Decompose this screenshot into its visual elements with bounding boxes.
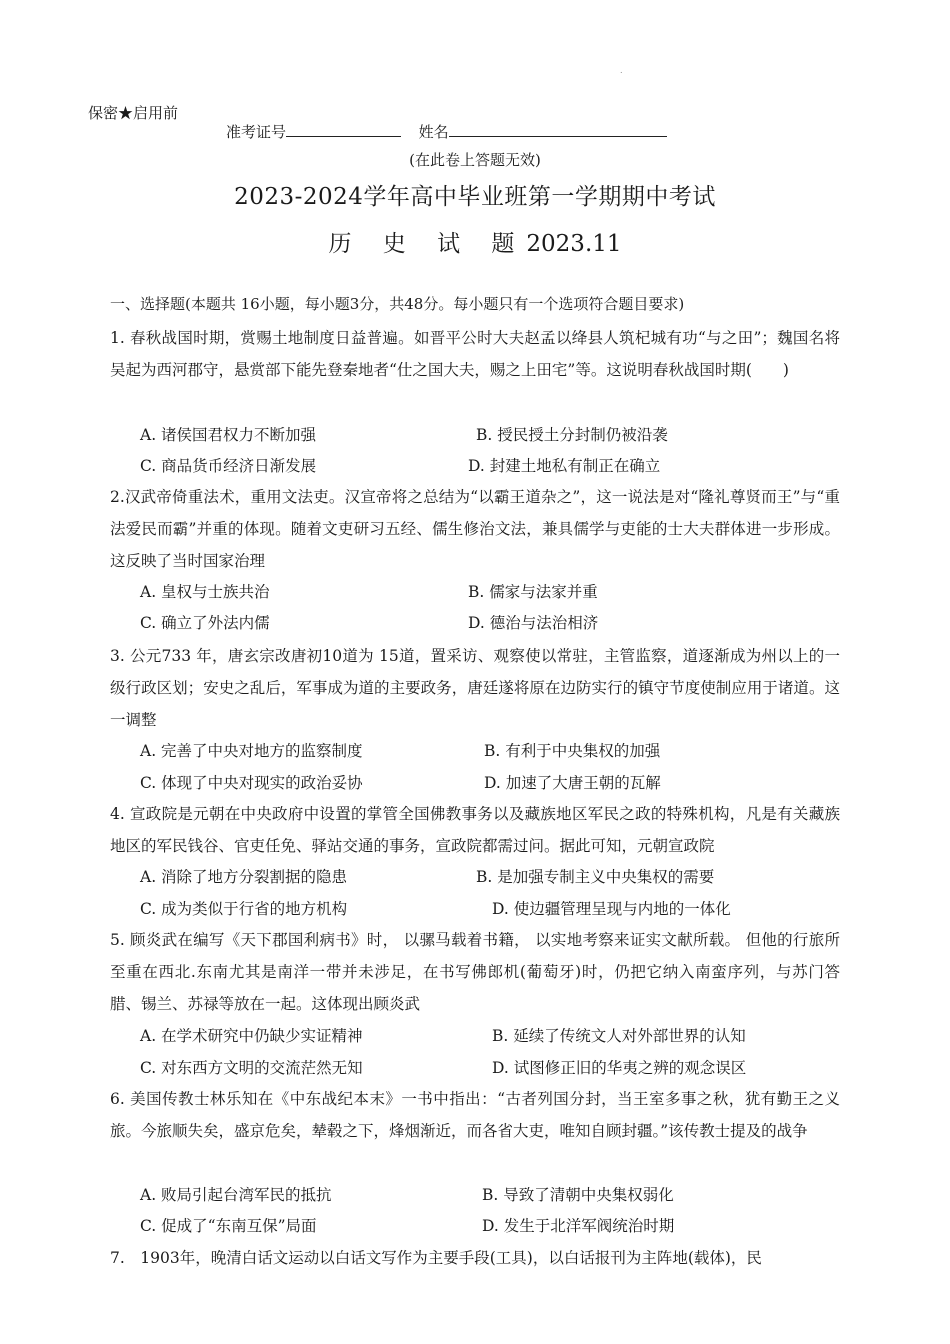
q6-option-b[interactable]: B. 导致了清朝中央集权弱化 [482,1186,674,1204]
q3-option-a[interactable]: A. 完善了中央对地方的监察制度 [140,742,363,760]
q3-option-c[interactable]: C. 体现了中央对现实的政治妥协 [140,774,363,792]
q5-option-b[interactable]: B. 延续了传统文人对外部世界的认知 [492,1027,746,1045]
question-3-stem: 3. 公元733 年，唐玄宗改唐初10道为 15道，置采访、观察使以常驻，主管监察，道逐渐成为州以上的一级行政区划；安史之乱后，军事成为道的主要政务，唐廷遂将原在边防实行的镇守节度使制应用于诸道。这一调整 [110,647,840,729]
exam-subtitle [0,225,950,258]
q5-option-a[interactable]: A. 在学术研究中仍缺少实证精神 [140,1027,363,1045]
question-5-stem: 5. 顾炎武在编写《天下郡国利病书》时， 以骡马载着书籍， 以实地考察来证实文献所载。 但他的行旅所至重在西北.东南尤其是南洋一带并未涉足，在书写佛郎机(葡萄牙)时，仍把它纳入南蛮序列，与苏门答腊、锡兰、苏禄等放在一起。这体现出顾炎武 [110,931,840,1013]
q4-option-d[interactable]: D. 使边疆管理呈现与内地的一体化 [492,900,731,918]
q6-option-c[interactable]: C. 促成了“东南互保”局面 [140,1217,317,1235]
question-6-stem: 6. 美国传教士林乐知在《中东战纪本末》一书中指出：“古者列国分封，当王室多事之秋，犹有勤王之义旅。今旅顺失矣，盛京危矣，辇毂之下，烽烟渐近，而各省大吏，唯知自顾封疆。”该传教士提及的战争 [110,1090,840,1140]
q6-option-d[interactable]: D. 发生于北洋军阀统治时期 [482,1217,675,1235]
name-label: 姓名 [418,123,449,141]
question-4-stem: 4. 宣政院是元朝在中央政府中设置的掌管全国佛教事务以及藏族地区军民之政的特殊机构，凡是有关藏族地区的军民钱谷、官吏任免、驿站交通的事务，宣政院都需过问。据此可知，元朝宣政院 [110,805,840,855]
confidential-label: 保密★启用前 [88,104,179,122]
q1-option-c[interactable]: C. 商品货币经济日渐发展 [140,457,317,475]
name-field[interactable] [449,122,667,137]
section-heading: 一、选择题(本题共 16小题，每小题3分，共48分。每小题只有一个选项符合题目要求) [110,295,685,313]
q4-option-b[interactable]: B. 是加强专制主义中央集权的需要 [476,868,715,886]
question-1-stem: 1. 春秋战国时期，赏赐土地制度日益普遍。如晋平公时大夫赵孟以绛县人筑杞城有功“与之田”；魏国名将吴起为西河郡守，悬赏部下能先登秦地者“仕之国大夫，赐之上田宅”等。这说明春秋战国时期( ) [110,329,840,379]
q5-option-d[interactable]: D. 试图修正旧的华夷之辨的观念误区 [492,1059,747,1077]
subject-label: 历 史 试 题 [328,231,527,257]
q6-option-a[interactable]: A. 败局引起台湾军民的抵抗 [140,1186,332,1204]
invalid-note: (在此卷上答题无效) [409,151,541,169]
exam-info-line [226,121,667,142]
q1-option-b[interactable]: B. 授民授土分封制仍被沿袭 [476,426,668,444]
q2-option-d[interactable]: D. 德治与法治相济 [468,614,599,632]
q2-option-c[interactable]: C. 确立了外法内儒 [140,614,270,632]
scan-dot: . [620,66,623,75]
exam-no-field[interactable] [286,122,401,137]
exam-date: 2023.11 [526,231,622,257]
q2-option-a[interactable]: A. 皇权与士族共治 [140,583,270,601]
q1-option-a[interactable]: A. 诸侯国君权力不断加强 [140,426,317,444]
exam-no-label: 准考证号 [226,123,287,141]
question-2-stem: 2.汉武帝倚重法术，重用文法吏。汉宣帝将之总结为“以霸王道杂之”，这一说法是对“隆礼尊贤而王”与“重法爱民而霸”并重的体现。随着文吏研习五经、儒生修治文法，兼具儒学与吏能的士大夫群体进一步形成。这反映了当时国家治理 [110,488,840,570]
q4-option-c[interactable]: C. 成为类似于行省的地方机构 [140,900,348,918]
q5-option-c[interactable]: C. 对东西方文明的交流茫然无知 [140,1059,363,1077]
question-7-stem: 7. 1903年，晚清白话文运动以白话文写作为主要手段(工具)，以白话报刊为主阵地(载体)，民 [110,1249,762,1267]
exam-title: 2023-2024学年高中毕业班第一学期期中考试 [234,184,716,210]
q3-option-d[interactable]: D. 加速了大唐王朝的瓦解 [484,774,661,792]
q1-option-d[interactable]: D. 封建土地私有制正在确立 [468,457,661,475]
q3-option-b[interactable]: B. 有利于中央集权的加强 [484,742,661,760]
q4-option-a[interactable]: A. 消除了地方分裂割据的隐患 [140,868,348,886]
q2-option-b[interactable]: B. 儒家与法家并重 [468,583,598,601]
